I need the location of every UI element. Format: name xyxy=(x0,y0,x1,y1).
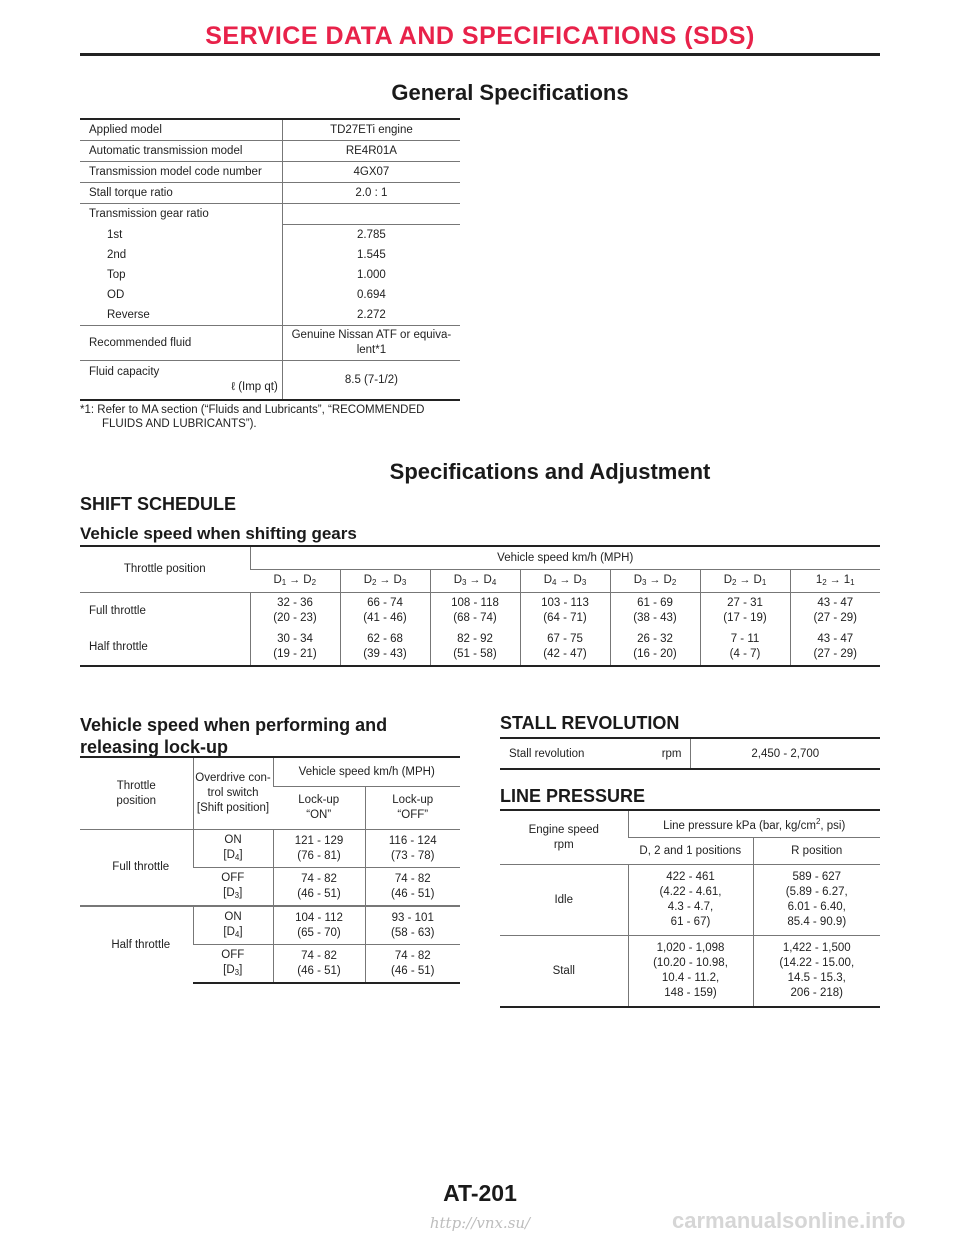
speed-line: (46 - 51) xyxy=(391,887,435,900)
throttle-label: Full throttle xyxy=(80,593,250,630)
od-switch-cell xyxy=(193,830,273,868)
arrow-icon: → xyxy=(469,573,481,586)
page-header-title: SERVICE DATA AND SPECIFICATIONS (SDS) xyxy=(205,22,755,50)
lockup-on-cell xyxy=(273,945,365,984)
lockup-od-header-line3: [Shift position] xyxy=(196,802,270,814)
shift-column-header xyxy=(520,570,610,593)
table-row xyxy=(80,593,880,630)
gear-value: 2.785 xyxy=(282,225,460,246)
speed-line: 43 - 47 xyxy=(817,633,854,645)
pressure-line: (4.22 - 4.61, xyxy=(659,886,722,898)
speed-line: (27 - 29) xyxy=(813,612,857,624)
arrow-icon: → xyxy=(829,573,841,586)
shift-to-sub: 2 xyxy=(311,577,317,587)
lockup-title xyxy=(80,714,387,758)
shift-from-sub: 2 xyxy=(732,577,737,587)
speed-line: 7 - 11 xyxy=(730,633,760,645)
pressure-r-cell xyxy=(753,865,880,936)
speed-cell xyxy=(700,593,790,630)
speed-line: 74 - 82 xyxy=(301,872,337,885)
speed-cell xyxy=(700,629,790,666)
fluid-value-line2: lent*1 xyxy=(356,344,387,356)
lockup-on-header-line1: Lock-up xyxy=(298,794,340,806)
lockup-off-cell xyxy=(365,830,460,868)
shift-column-header xyxy=(610,570,700,593)
stall-label: Stall revolution xyxy=(500,738,620,769)
speed-cell xyxy=(610,593,700,630)
spec-value: 8.5 (7-1/2) xyxy=(282,361,460,401)
shift-schedule-title: SHIFT SCHEDULE xyxy=(80,494,237,514)
table-row xyxy=(80,629,880,666)
lockup-off-cell xyxy=(365,945,460,984)
header-rule xyxy=(80,53,880,56)
pressure-line: 14.5 - 15.3, xyxy=(787,972,846,984)
lockup-off-header-line2: “OFF” xyxy=(397,809,429,821)
speed-line: (68 - 74) xyxy=(453,612,497,624)
speed-cell xyxy=(340,593,430,630)
spec-label: Transmission model code number xyxy=(80,162,282,183)
d-positions-header: D, 2 and 1 positions xyxy=(639,844,742,857)
shift-from: D xyxy=(363,573,373,586)
lockup-throttle-header xyxy=(80,757,193,830)
shift-from-sub: 3 xyxy=(642,577,647,587)
spec-value xyxy=(282,326,460,361)
speed-cell xyxy=(250,629,340,666)
speed-cell xyxy=(610,629,700,666)
pressure-line: 10.4 - 11.2, xyxy=(661,972,720,984)
shift-position-sub: 4 xyxy=(234,929,240,939)
pressure-line: 6.01 - 6.40, xyxy=(787,901,846,913)
arrow-icon: → xyxy=(739,573,751,586)
shift-position: $[D_4]$ xyxy=(223,848,243,862)
pressure-line: (10.20 - 10.98, xyxy=(653,957,728,969)
shift-position-letter: D xyxy=(226,925,235,938)
engine-speed-header xyxy=(500,810,628,865)
shift-to: D xyxy=(393,573,402,586)
gear-label: OD xyxy=(107,289,125,301)
shift-from-sub: 2 xyxy=(372,577,377,587)
od-switch-cell xyxy=(193,907,273,945)
speed-line: 108 - 118 xyxy=(451,597,499,609)
speed-line: 103 - 113 xyxy=(541,597,589,609)
speed-line: (41 - 46) xyxy=(363,612,407,624)
gear-value: 1.000 xyxy=(282,265,460,285)
lockup-off-cell xyxy=(365,907,460,945)
lockup-off-header xyxy=(365,787,460,830)
speed-cell xyxy=(430,593,520,630)
shift-position-letter: D xyxy=(226,848,235,861)
pressure-line: 1,020 - 1,098 xyxy=(656,942,725,954)
shift-to-sub: 1 xyxy=(761,577,767,587)
shift-subtitle: Vehicle speed when shifting gears xyxy=(80,524,357,543)
shift-from-sub: 4 xyxy=(552,577,557,587)
table-row xyxy=(80,907,460,945)
spec-value: 2.0 : 1 xyxy=(282,183,460,204)
speed-line: (64 - 71) xyxy=(543,612,587,624)
pressure-line: 85.4 - 90.9) xyxy=(787,916,847,928)
speed-cell xyxy=(430,629,520,666)
arrow-icon: → xyxy=(559,573,571,586)
lockup-table xyxy=(80,756,460,984)
pressure-line: 206 - 218) xyxy=(790,987,843,999)
shift-from-sub: 1 xyxy=(281,577,287,587)
speed-line: 74 - 82 xyxy=(301,949,337,962)
shift-to: D xyxy=(303,573,312,586)
table-row xyxy=(500,865,880,936)
shift-position-sub: 4 xyxy=(234,852,240,862)
speed-cell xyxy=(250,593,340,630)
stall-revolution-title: STALL REVOLUTION xyxy=(500,713,680,733)
shift-to-sub: 4 xyxy=(491,577,497,587)
shift-from-sub: 2 xyxy=(822,577,827,587)
table-row xyxy=(500,936,880,1008)
shift-from: 1 xyxy=(815,573,823,586)
vehicle-speed-header: Vehicle speed km/h (MPH) xyxy=(250,546,880,570)
capacity-unit: ℓ (Imp qt) xyxy=(231,381,278,393)
lockup-od-header-line2: trol switch xyxy=(207,787,259,799)
lockup-throttle-header-line2: position xyxy=(116,794,157,807)
shift-position: $[D_4]$ xyxy=(223,925,243,939)
shift-from: D xyxy=(453,573,463,586)
spec-adjust-title: Specifications and Adjustment xyxy=(389,459,711,484)
speed-line: (42 - 47) xyxy=(543,648,587,660)
pressure-line: 422 - 461 xyxy=(666,871,715,883)
stall-value: 2,450 - 2,700 xyxy=(690,738,880,769)
pressure-line: 61 - 67) xyxy=(670,916,711,928)
od-switch-state: OFF xyxy=(221,948,245,961)
speed-line: (46 - 51) xyxy=(297,964,341,977)
spec-value xyxy=(282,204,460,225)
gear-value: 2.272 xyxy=(282,305,460,326)
spec-value: TD27ETi engine xyxy=(282,119,460,141)
arrow-icon: → xyxy=(379,573,391,586)
lockup-od-header-line1: Overdrive con- xyxy=(195,772,271,784)
od-switch-state: ON xyxy=(224,910,242,923)
shift-position-letter: D xyxy=(226,886,235,899)
lockup-od-header xyxy=(193,757,273,830)
throttle-label: Full throttle xyxy=(80,830,193,906)
speed-line: 32 - 36 xyxy=(277,597,313,609)
speed-line: 62 - 68 xyxy=(367,633,403,645)
shift-to: 1 xyxy=(843,573,851,586)
od-switch-cell xyxy=(193,945,273,984)
speed-line: 104 - 112 xyxy=(295,911,343,924)
speed-line: (46 - 51) xyxy=(391,964,435,977)
gear-value: 0.694 xyxy=(282,285,460,305)
shift-position-sub: 3 xyxy=(234,967,240,977)
watermark: carmanualsonline.info xyxy=(672,1208,906,1233)
lockup-title-line2: releasing lock-up xyxy=(80,737,229,757)
shift-to: D xyxy=(663,573,672,586)
speed-line: (27 - 29) xyxy=(813,648,857,660)
speed-line: (16 - 20) xyxy=(633,648,677,660)
pressure-line: 4.3 - 4.7, xyxy=(667,901,714,913)
shift-column-header xyxy=(430,570,520,593)
spec-label: Stall torque ratio xyxy=(80,183,282,204)
od-switch-cell xyxy=(193,868,273,906)
speed-line: (17 - 19) xyxy=(723,612,767,624)
speed-line: (39 - 43) xyxy=(363,648,407,660)
speed-line: 43 - 47 xyxy=(817,597,854,609)
lockup-on-cell xyxy=(273,907,365,945)
arrow-icon: → xyxy=(649,573,661,586)
throttle-label: Half throttle xyxy=(80,907,193,984)
footnote xyxy=(80,403,462,431)
lockup-on-header xyxy=(273,787,365,830)
shift-schedule-table xyxy=(80,545,880,667)
line-pressure-header-sup: 2 xyxy=(815,817,821,826)
pressure-line: (14.22 - 15.00, xyxy=(779,957,855,969)
lockup-off-cell xyxy=(365,868,460,906)
speed-cell xyxy=(340,629,430,666)
line-pressure-header-end: , psi) xyxy=(820,820,846,832)
shift-column-header xyxy=(790,570,880,593)
line-pressure-title: LINE PRESSURE xyxy=(500,786,646,806)
spec-label xyxy=(80,361,282,401)
line-pressure-header xyxy=(628,810,880,838)
speed-line: 121 - 129 xyxy=(294,834,344,847)
shift-position: $[D_3]$ xyxy=(223,886,243,900)
table-row xyxy=(80,830,460,868)
lockup-speed-header: Vehicle speed km/h (MPH) xyxy=(273,757,460,787)
speed-line: 66 - 74 xyxy=(367,597,403,609)
od-switch-state: ON xyxy=(224,833,242,846)
shift-to: D xyxy=(753,573,762,586)
arrow-icon: → xyxy=(289,573,301,586)
footnote-line1: *1: Refer to MA section (“Fluids and Lubricants”, “RECOMMENDED xyxy=(80,404,425,416)
general-spec-title: General Specifications xyxy=(391,80,629,105)
speed-line: (20 - 23) xyxy=(273,612,317,624)
lockup-on-header-line2: “ON” xyxy=(306,809,332,821)
speed-line: 61 - 69 xyxy=(637,597,673,609)
shift-to: D xyxy=(483,573,492,586)
spec-label: Recommended fluid xyxy=(80,326,282,361)
pressure-line: 589 - 627 xyxy=(792,871,842,883)
gear-value: 1.545 xyxy=(282,245,460,265)
shift-to-sub: 1 xyxy=(850,577,855,587)
line-pressure-table xyxy=(500,809,880,1008)
od-switch-state: OFF xyxy=(221,871,245,884)
pressure-d-cell xyxy=(628,865,753,936)
shift-position: $[D_3]$ xyxy=(223,963,243,977)
footer-url[interactable]: http://vnx.su/ xyxy=(429,1214,531,1232)
line-pressure-header-text: Line pressure kPa (bar, kg/cm xyxy=(663,820,816,832)
speed-line: 93 - 101 xyxy=(391,911,434,924)
shift-column-header xyxy=(700,570,790,593)
speed-line: (19 - 21) xyxy=(273,648,317,660)
speed-line: 82 - 92 xyxy=(457,633,493,645)
engine-speed-header-line2: rpm xyxy=(553,838,574,851)
shift-to-sub: 3 xyxy=(581,577,587,587)
shift-to-sub: 3 xyxy=(401,577,407,587)
speed-cell xyxy=(520,629,610,666)
pressure-line: 1,422 - 1,500 xyxy=(782,942,851,954)
speed-line: 67 - 75 xyxy=(547,633,583,645)
speed-cell xyxy=(790,593,880,630)
shift-from: D xyxy=(633,573,643,586)
fluid-value-line1: Genuine Nissan ATF or equiva- xyxy=(291,329,452,341)
gear-label: 2nd xyxy=(107,249,127,261)
engine-speed-label: Stall xyxy=(500,936,628,1008)
stall-revolution-table xyxy=(500,737,880,770)
speed-line: (65 - 70) xyxy=(297,926,341,939)
shift-from: D xyxy=(723,573,733,586)
speed-line: (46 - 51) xyxy=(297,887,341,900)
speed-cell xyxy=(520,593,610,630)
speed-line: 26 - 32 xyxy=(637,633,673,645)
shift-to: D xyxy=(573,573,582,586)
spec-value: RE4R01A xyxy=(282,141,460,162)
lockup-off-header-line1: Lock-up xyxy=(392,794,434,806)
shift-from-sub: 3 xyxy=(462,577,467,587)
spec-label: Transmission gear ratio xyxy=(80,204,282,225)
stall-unit: rpm xyxy=(620,738,690,769)
lockup-on-cell xyxy=(273,830,365,868)
shift-column-header xyxy=(340,570,430,593)
engine-speed-label: Idle xyxy=(500,865,628,936)
shift-position-sub: 3 xyxy=(234,890,240,900)
throttle-position-header: Throttle position xyxy=(80,546,250,593)
speed-line: (4 - 7) xyxy=(729,648,761,660)
speed-line: 116 - 124 xyxy=(388,834,437,847)
shift-position-letter: D xyxy=(226,963,235,976)
speed-line: (58 - 63) xyxy=(391,926,435,939)
speed-line: (76 - 81) xyxy=(297,849,341,862)
shift-from: D xyxy=(273,573,282,586)
gear-label: Top xyxy=(107,269,126,281)
general-spec-table xyxy=(80,118,460,401)
throttle-label: Half throttle xyxy=(80,629,250,666)
pressure-line: 148 - 159) xyxy=(664,987,717,999)
lockup-on-cell xyxy=(273,868,365,906)
spec-value: 4GX07 xyxy=(282,162,460,183)
lockup-throttle-header-line1: Throttle xyxy=(116,779,156,792)
gear-label: 1st xyxy=(107,228,123,241)
shift-column-header xyxy=(250,570,340,593)
speed-line: 74 - 82 xyxy=(394,872,431,885)
capacity-label: Fluid capacity xyxy=(89,366,160,378)
r-position-header: R position xyxy=(753,838,880,865)
spec-label: Automatic transmission model xyxy=(80,141,282,162)
speed-cell xyxy=(790,629,880,666)
speed-line: 30 - 34 xyxy=(277,633,313,645)
speed-line: 27 - 31 xyxy=(727,597,763,609)
pressure-line: (5.89 - 6.27, xyxy=(785,886,848,898)
spec-label: Applied model xyxy=(80,119,282,141)
gear-label: Reverse xyxy=(107,309,150,321)
pressure-d-cell xyxy=(628,936,753,1008)
speed-line: (51 - 58) xyxy=(453,648,497,660)
speed-line: 74 - 82 xyxy=(394,949,431,962)
speed-line: (38 - 43) xyxy=(633,612,677,624)
pressure-r-cell xyxy=(753,936,880,1008)
speed-line: (73 - 78) xyxy=(391,849,435,862)
shift-from: D xyxy=(543,573,553,586)
engine-speed-header-line1: Engine speed xyxy=(528,823,599,836)
footnote-line2: FLUIDS AND LUBRICANTS”). xyxy=(102,418,257,430)
shift-to-sub: 2 xyxy=(671,577,677,587)
lockup-title-line1: Vehicle speed when performing and xyxy=(80,715,388,735)
page-number: AT-201 xyxy=(443,1180,517,1206)
